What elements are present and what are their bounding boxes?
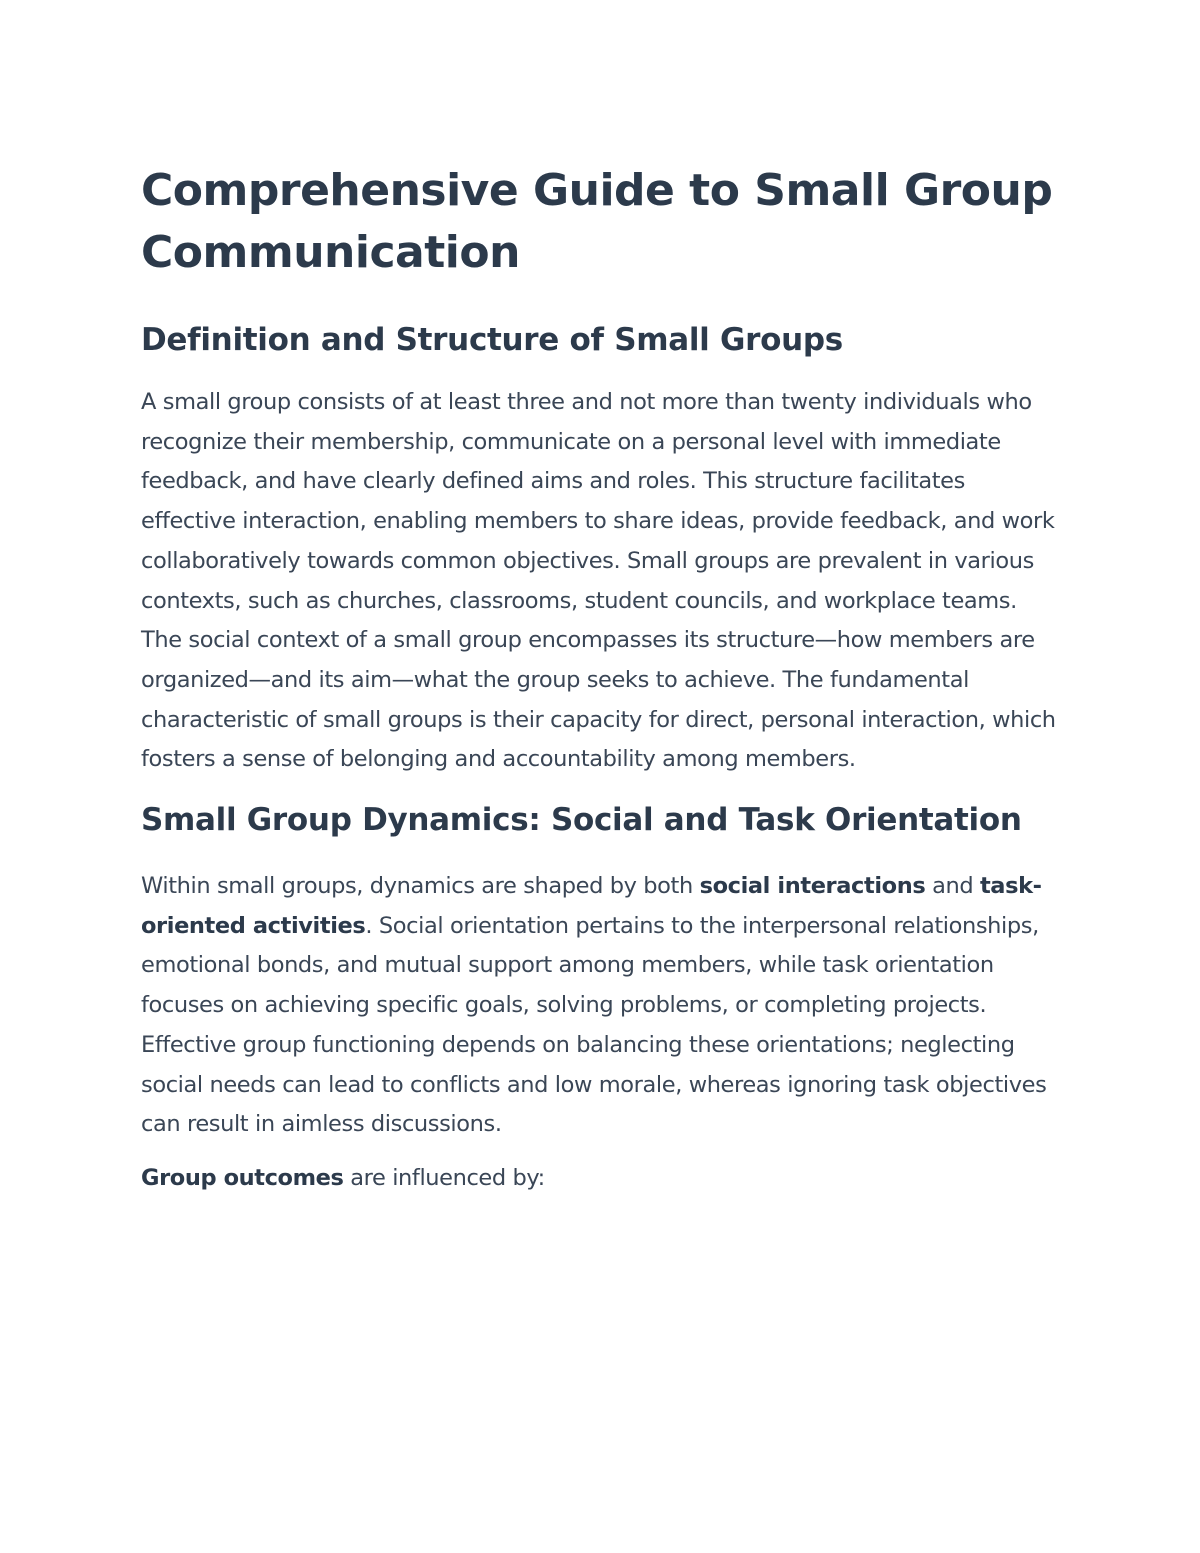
paragraph-text: are influenced by: bbox=[343, 1164, 545, 1191]
paragraph-text: and bbox=[925, 873, 980, 900]
group-outcomes-intro bbox=[141, 1159, 1061, 1199]
section-heading-definition: Definition and Structure of Small Groups bbox=[141, 322, 843, 358]
bold-term-task-oriented-activities: task-oriented activities bbox=[141, 873, 1042, 939]
paragraph-text: Within small groups, dynamics are shaped by both bbox=[141, 873, 700, 900]
document-title: Comprehensive Guide to Small Group Communication bbox=[141, 165, 1053, 278]
bold-term-group-outcomes: Group outcomes bbox=[141, 1164, 344, 1191]
section-paragraph-definition: A small group consists of at least three and not more than twenty individuals who recognize their membership, communicate on a personal level with immediate feedback, and have clearly defined aims and roles. This structure facilitates effective interaction, enabling members to share ideas, provide feedback, and work collaboratively towards common objectives. Small groups are prevalent in various contexts, such as churches, classrooms, student councils, and workplace teams. The social context of a small group encompasses its structure—how members are organized—and its aim—what the group seeks to achieve. The fundamental characteristic of small groups is their capacity for direct, personal interaction, which fosters a sense of belonging and accountability among members. bbox=[141, 389, 1056, 773]
paragraph-text: . Social orientation pertains to the interpersonal relationships, emotional bonds, and mutual support among members, while task orientation focuses on achieving specific goals, solving problems, or completing projects. Effective group functioning depends on balancing these orientations; neglecting social needs can lead to conflicts and low morale, whereas ignoring task objectives can result in aimless discussions. bbox=[141, 912, 1047, 1138]
document-page bbox=[141, 160, 1061, 1199]
section-heading-dynamics: Small Group Dynamics: Social and Task Orientation bbox=[141, 802, 1022, 839]
section-paragraph-dynamics bbox=[141, 867, 1061, 1145]
bold-term-social-interactions: social interactions bbox=[699, 873, 926, 900]
